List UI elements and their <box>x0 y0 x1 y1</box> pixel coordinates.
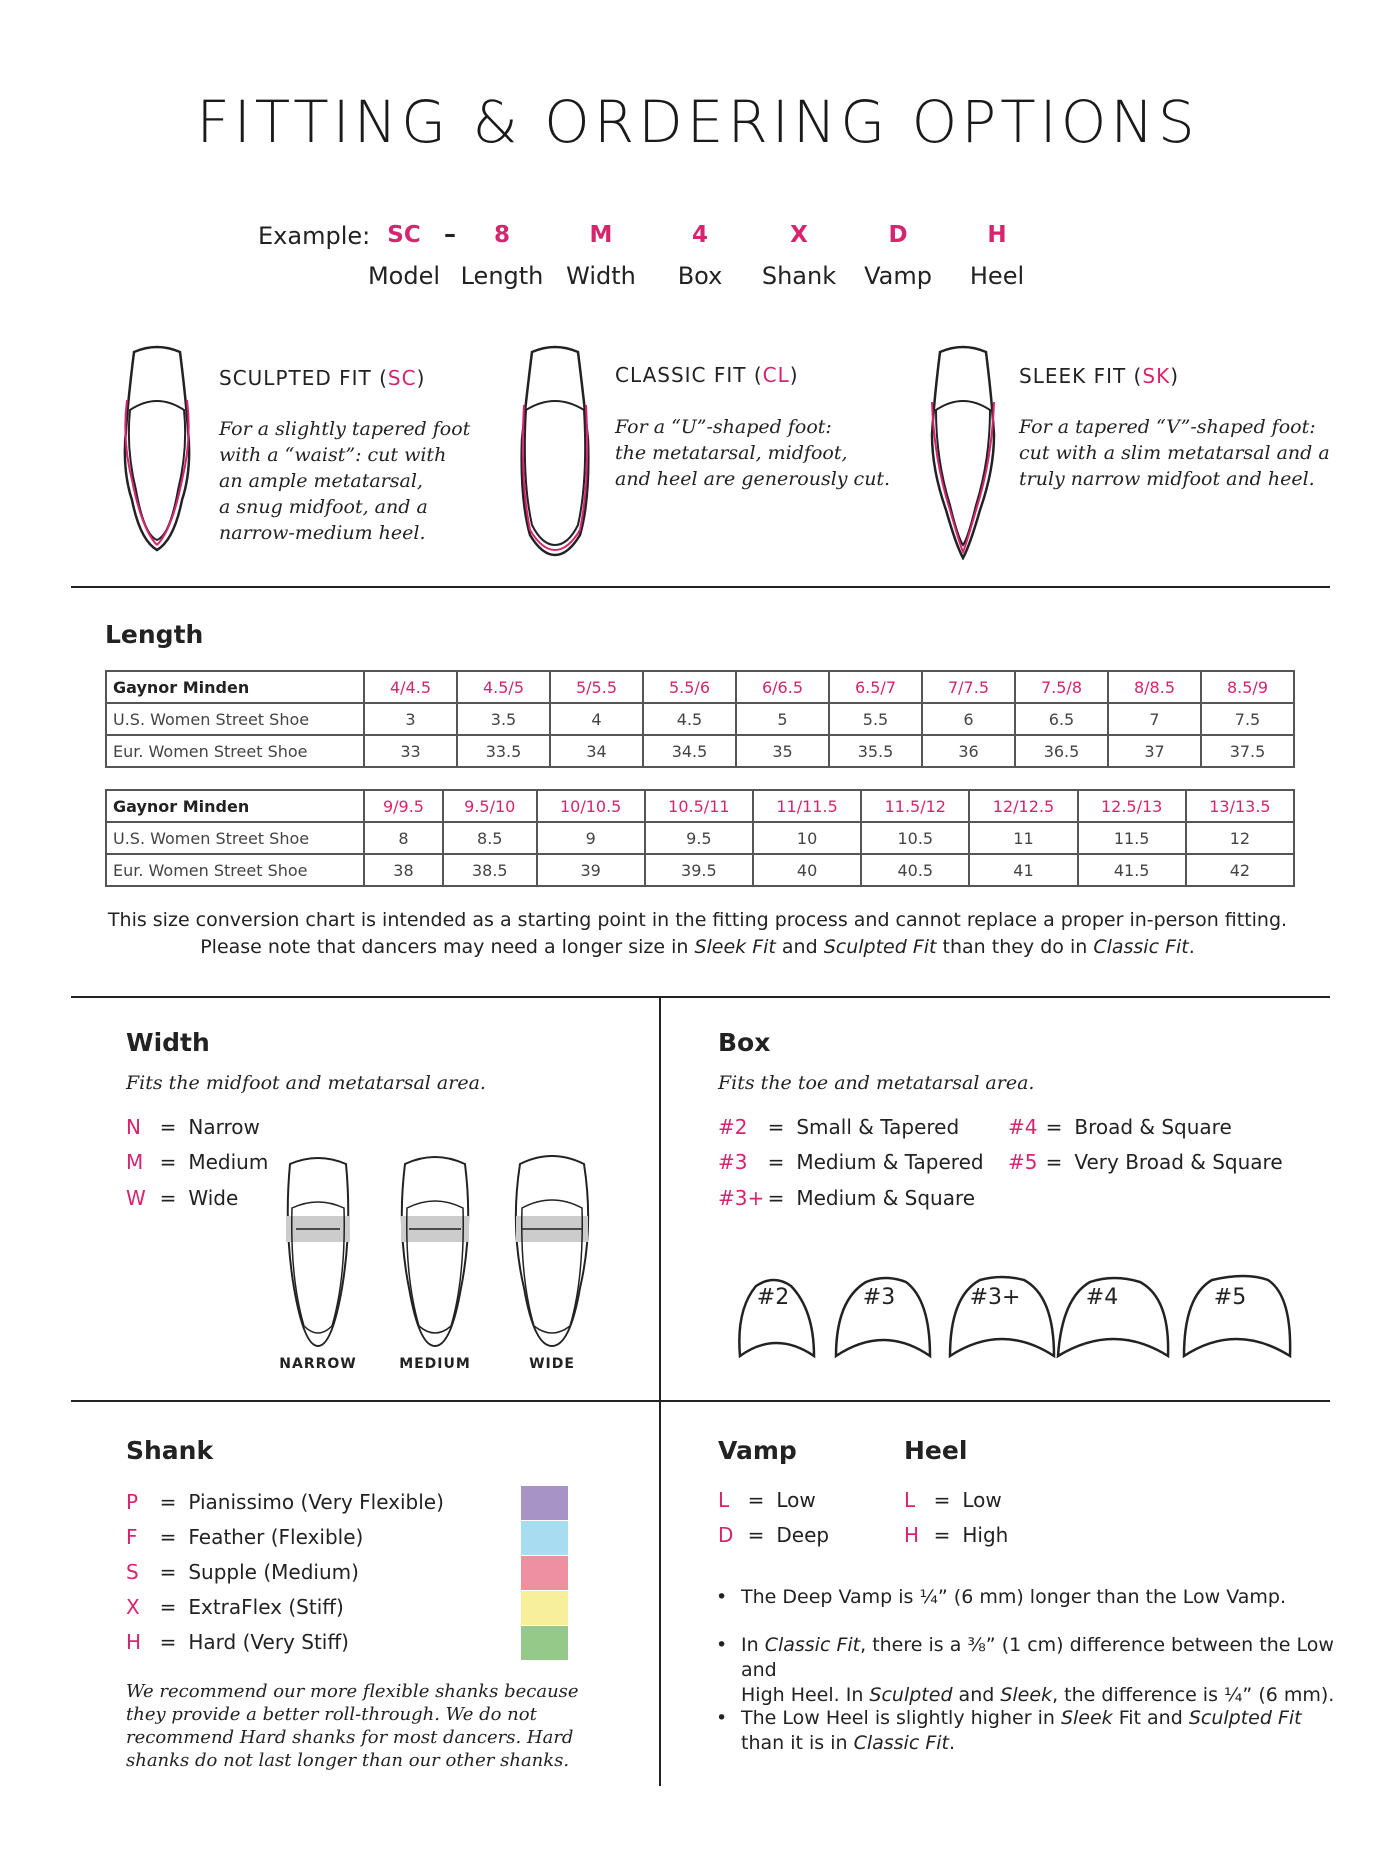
shank-swatch-hard <box>521 1626 568 1660</box>
example-name-model: Model <box>367 262 441 290</box>
width-option-wide: W = Wide <box>126 1186 239 1210</box>
heel-option-low: L = Low <box>904 1488 1002 1512</box>
box-option-4: #4 = Broad & Square <box>1008 1115 1232 1139</box>
table-row: U.S. Women Street Shoe 8 8.5 9 9.5 10 10.5 11 11.5 12 <box>106 822 1294 854</box>
table-row: Eur. Women Street Shoe 33 33.5 34 34.5 35 35.5 36 36.5 37 37.5 <box>106 735 1294 767</box>
classic-fit-title: CLASSIC FIT (CL) <box>615 363 799 387</box>
length-table-1 <box>105 670 1295 768</box>
sleek-fit-title: SLEEK FIT (SK) <box>1019 364 1179 388</box>
heel-option-high: H = High <box>904 1523 1009 1547</box>
width-subtitle: Fits the midfoot and metatarsal area. <box>126 1072 486 1094</box>
box-subtitle: Fits the toe and metatarsal area. <box>718 1072 1035 1094</box>
bullet-low-heel: The Low Heel is slightly higher in Sleek Fit and Sculpted Fit than it is in Classic Fit. <box>741 1707 1302 1754</box>
example-name-heel: Heel <box>969 262 1025 290</box>
box-shape-label-5: #5 <box>1213 1285 1247 1310</box>
example-code-box: 4 <box>691 222 708 248</box>
sculpted-fit-desc: For a slightly tapered foot with a “waist”: cut with an ample metatarsal, a snug midfoot, and a narrow-medium heel. <box>219 418 471 544</box>
shank-swatch-pianissimo <box>521 1486 568 1520</box>
bullet-heel-difference: In Classic Fit, there is a ⅜” (1 cm) difference between the Low and High Heel. In Sculpted and Sleek, the difference is ¼” (6 mm). <box>741 1634 1335 1706</box>
box-option-3plus: #3+ = Medium & Square <box>718 1186 976 1210</box>
sculpted-fit-title: SCULPTED FIT (SC) <box>219 366 426 390</box>
shank-swatch-supple <box>521 1556 568 1590</box>
shank-option-f: F = Feather (Flexible) <box>126 1525 364 1549</box>
bullet-dot: • <box>716 1634 728 1656</box>
box-option-3: #3 = Medium & Tapered <box>718 1150 984 1174</box>
box-shape-label-4: #4 <box>1085 1285 1119 1310</box>
shank-option-x: X = ExtraFlex (Stiff) <box>126 1595 344 1619</box>
divider-middle <box>71 996 1330 998</box>
shank-swatch-extraflex <box>521 1591 568 1625</box>
example-dash: – <box>444 220 456 248</box>
shank-swatch-feather <box>521 1521 568 1555</box>
example-label: Example: <box>258 222 371 250</box>
box-heading: Box <box>718 1028 771 1057</box>
table-row: Gaynor Minden 9/9.5 9.5/10 10/10.5 10.5/11 11/11.5 11.5/12 12/12.5 12.5/13 13/13.5 <box>106 790 1294 822</box>
length-note-1: This size conversion chart is intended as a starting point in the fitting process and cannot replace a proper in-person fitting. <box>107 909 1288 931</box>
shank-note: We recommend our more flexible shanks because they provide a better roll-through. We do not recommend Hard shanks for most dancers. Hard shanks do not last longer than our other shanks. <box>126 1681 579 1771</box>
length-note-2: Please note that dancers may need a longer size in Sleek Fit and Sculpted Fit than they do in Classic Fit. <box>200 936 1195 958</box>
example-code-vamp: D <box>888 222 908 248</box>
sleek-fit-foot-icon <box>918 340 1008 560</box>
divider-lower <box>71 1400 1330 1402</box>
width-label-wide: WIDE <box>529 1356 575 1372</box>
example-name-shank: Shank <box>761 262 837 290</box>
example-code-width: M <box>589 222 613 248</box>
example-code-length: 8 <box>493 222 510 248</box>
width-heading: Width <box>126 1028 210 1057</box>
example-name-box: Box <box>677 262 723 290</box>
shank-option-h: H = Hard (Very Stiff) <box>126 1630 349 1654</box>
page-title: FITTING & ORDERING OPTIONS <box>196 88 1199 156</box>
width-feet-icon <box>280 1148 650 1348</box>
example-code-shank: X <box>790 222 808 248</box>
sleek-fit-desc: For a tapered “V”-shaped foot: cut with a slim metatarsal and a truly narrow midfoot and heel. <box>1019 416 1330 490</box>
box-shape-label-2: #2 <box>756 1285 790 1310</box>
shank-heading: Shank <box>126 1436 214 1465</box>
example-code-model: SC <box>387 222 421 248</box>
vamp-heading: Vamp <box>718 1436 797 1465</box>
sculpted-fit-foot-icon <box>112 340 202 560</box>
vamp-option-deep: D = Deep <box>718 1523 830 1547</box>
vamp-option-low: L = Low <box>718 1488 816 1512</box>
table-row: Gaynor Minden 4/4.5 4.5/5 5/5.5 5.5/6 6/6.5 6.5/7 7/7.5 7.5/8 8/8.5 8.5/9 <box>106 671 1294 703</box>
bullet-vamp-length: The Deep Vamp is ¼” (6 mm) longer than the Low Vamp. <box>741 1586 1286 1608</box>
width-option-narrow: N = Narrow <box>126 1115 260 1139</box>
example-name-length: Length <box>460 262 544 290</box>
box-shape-label-3plus: #3+ <box>969 1285 1021 1310</box>
example-name-width: Width <box>566 262 636 290</box>
box-shape-label-3: #3 <box>862 1285 896 1310</box>
bullet-dot: • <box>716 1707 728 1729</box>
example-code-heel: H <box>987 222 1007 248</box>
box-option-2: #2 = Small & Tapered <box>718 1115 960 1139</box>
length-table-2 <box>105 789 1295 887</box>
shank-option-p: P = Pianissimo (Very Flexible) <box>126 1490 444 1514</box>
bullet-dot: • <box>716 1586 728 1608</box>
divider-vertical <box>659 996 661 1786</box>
classic-fit-foot-icon <box>510 340 600 560</box>
width-label-narrow: NARROW <box>279 1356 357 1372</box>
length-heading: Length <box>105 620 204 649</box>
shank-option-s: S = Supple (Medium) <box>126 1560 359 1584</box>
box-option-5: #5 = Very Broad & Square <box>1008 1150 1283 1174</box>
width-option-medium: M = Medium <box>126 1150 269 1174</box>
table-row: U.S. Women Street Shoe 3 3.5 4 4.5 5 5.5 6 6.5 7 7.5 <box>106 703 1294 735</box>
classic-fit-desc: For a “U”-shaped foot: the metatarsal, midfoot, and heel are generously cut. <box>615 416 891 490</box>
width-label-medium: MEDIUM <box>399 1356 471 1372</box>
heel-heading: Heel <box>904 1436 968 1465</box>
table-row: Eur. Women Street Shoe 38 38.5 39 39.5 40 40.5 41 41.5 42 <box>106 854 1294 886</box>
divider-top <box>71 586 1330 588</box>
example-name-vamp: Vamp <box>864 262 932 290</box>
